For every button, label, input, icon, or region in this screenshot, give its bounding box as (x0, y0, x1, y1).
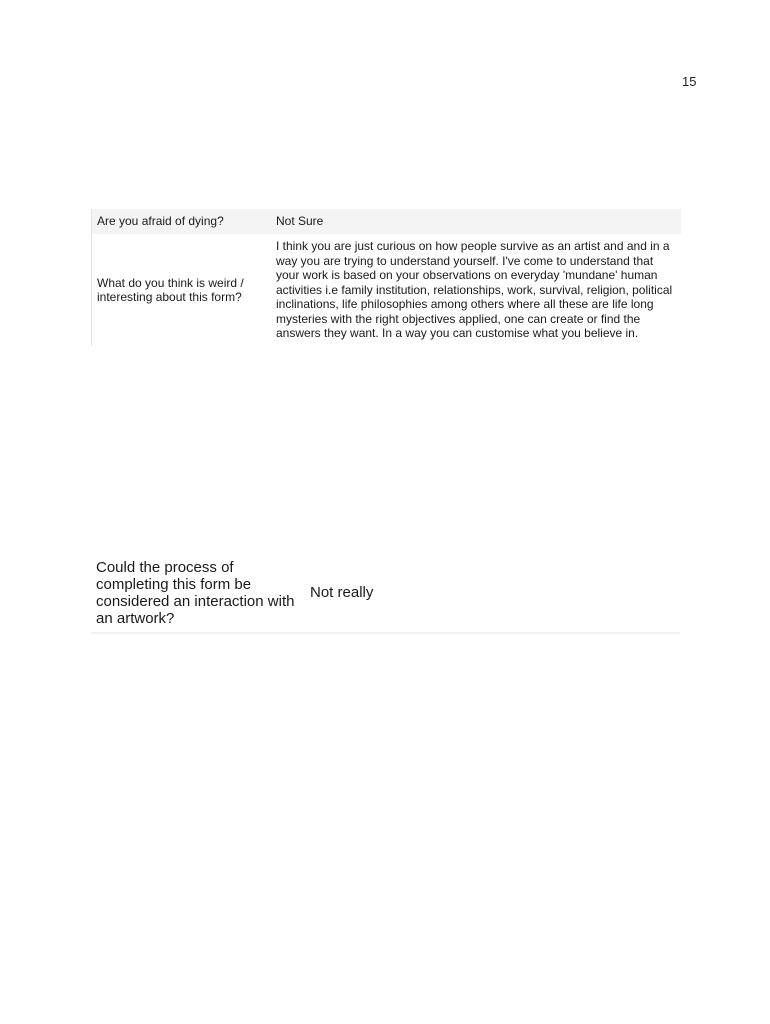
answer-cell: Not really (310, 584, 374, 601)
question-cell: Are you afraid of dying? (97, 214, 224, 229)
question-cell: What do you think is weird / interesting about this form? (97, 275, 244, 304)
table-row (92, 209, 681, 234)
answer-cell: Not Sure (276, 214, 324, 229)
questionnaire-table (91, 209, 681, 346)
question-cell: Could the process of completing this form be considered an interaction with an artwork? (96, 558, 295, 627)
table-row (92, 234, 681, 346)
questionnaire-table-2 (91, 553, 680, 634)
page-number: 15 (682, 74, 697, 89)
answer-cell: I think you are just curious on how people survive as an artist and and in a way you are trying to understand yourself. I've come to understand that your work is based on your observations on everyday 'mundane' human activities i.e family institution, relationships, work, survival, religion, political inclinations, life philosophies among others where all these are life long mysteries with the right objectives applied, one can create or find the answers they want. In a way you can customise what you believe in. (276, 239, 673, 341)
